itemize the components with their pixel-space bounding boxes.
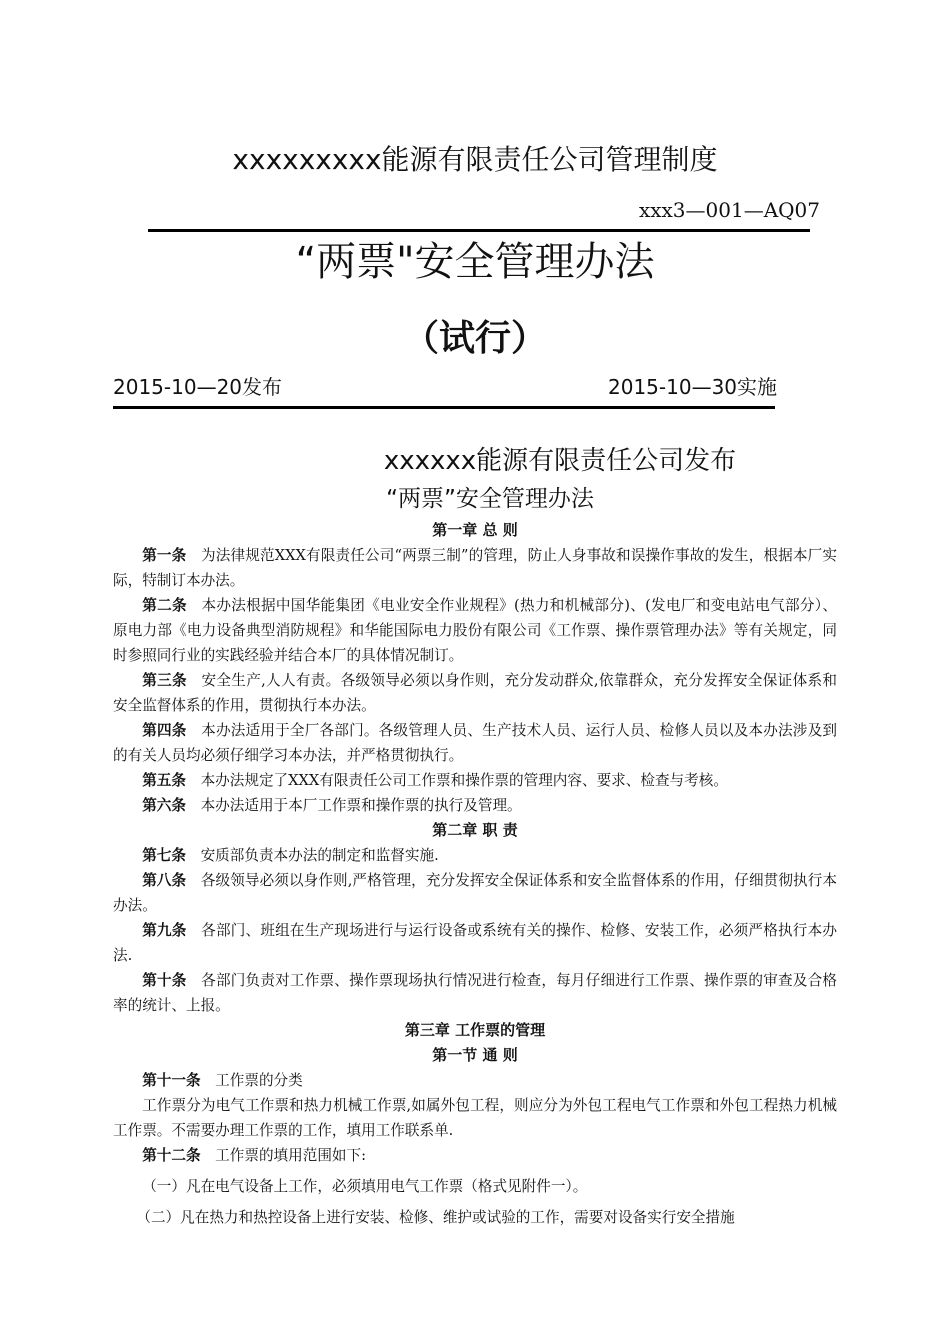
article-label: 第十一条 bbox=[142, 1072, 201, 1089]
article-label: 第三条 bbox=[142, 672, 187, 689]
article-label: 第五条 bbox=[142, 772, 186, 789]
article bbox=[113, 543, 837, 593]
section-heading: 第一节 通 则 bbox=[432, 1046, 518, 1064]
article-text: 本办法根据中国华能集团《电业安全作业规程》(热力和机械部分)、(发电厂和变电站电气部分）、原电力部《电力设备典型消防规程》和华能国际电力股份有限公司《工作票、操作票管理办法》等有关规定，同时参照同行业的实践经验并结合本厂的具体情况制订。 bbox=[113, 597, 837, 664]
article bbox=[113, 668, 837, 718]
document-body bbox=[113, 518, 837, 1230]
article-label: 第七条 bbox=[142, 847, 186, 864]
article-label: 第九条 bbox=[142, 922, 187, 939]
article-text: 安全生产,人人有责。各级领导必须以身作则，充分发动群众,依靠群众，充分发挥安全保证体系和安全监督体系的作用，贯彻执行本办法。 bbox=[113, 672, 837, 714]
effective-date: 2015-10—30实施 bbox=[608, 375, 778, 399]
article bbox=[113, 843, 837, 868]
article-text: 本办法适用于全厂各部门。各级管理人员、生产技术人员、运行人员、检修人员以及本办法涉及到的有关人员均必须仔细学习本办法，并严格贯彻执行。 bbox=[113, 722, 837, 764]
issuer-line: xxxxxx能源有限责任公司发布 bbox=[383, 446, 737, 476]
chapter-heading: 第二章 职 责 bbox=[432, 821, 518, 839]
article-label: 第二条 bbox=[142, 597, 187, 614]
trial-label: （试行） bbox=[402, 318, 547, 359]
article bbox=[113, 593, 837, 668]
article bbox=[113, 1068, 837, 1093]
article-text: 本办法适用于本厂工作票和操作票的执行及管理。 bbox=[200, 797, 522, 814]
article-text: 各部门、班组在生产现场进行与运行设备或系统有关的操作、检修、安装工作，必须严格执行本办法. bbox=[113, 922, 837, 964]
article-label: 第四条 bbox=[142, 722, 187, 739]
article-text: 工作票的分类 bbox=[215, 1072, 303, 1089]
article bbox=[113, 718, 837, 768]
date-rule bbox=[113, 406, 775, 409]
article-text: 各级领导必须以身作则,严格管理，充分发挥安全保证体系和安全监督体系的作用，仔细贯彻执行本办法。 bbox=[113, 872, 837, 914]
chapter-heading: 第三章 工作票的管理 bbox=[404, 1021, 546, 1039]
article bbox=[113, 868, 837, 918]
article bbox=[113, 968, 837, 1018]
article bbox=[113, 768, 837, 793]
article-text: 工作票的填用范围如下: bbox=[215, 1147, 367, 1164]
article-text: 本办法规定了XXX有限责任公司工作票和操作票的管理内容、要求、检查与考核。 bbox=[200, 772, 728, 789]
document-number: xxx3—001—AQ07 bbox=[638, 198, 820, 222]
article-text: 各部门负责对工作票、操作票现场执行情况进行检查，每月仔细进行工作票、操作票的审查及合格率的统计、上报。 bbox=[113, 972, 837, 1014]
article bbox=[113, 1143, 837, 1168]
publish-date: 2015-10—20发布 bbox=[113, 375, 283, 399]
article-text: 为法律规范XXX有限责任公司“两票三制”的管理，防止人身事故和误操作事故的发生，根据本厂实际，特制订本办法。 bbox=[113, 547, 837, 589]
article bbox=[113, 918, 837, 968]
article-label: 第十条 bbox=[142, 972, 187, 989]
article-label: 第十二条 bbox=[142, 1147, 201, 1164]
article-label: 第六条 bbox=[142, 797, 186, 814]
article-text: 安质部负责本办法的制定和监督实施. bbox=[200, 847, 439, 864]
paragraph: 工作票分为电气工作票和热力机械工作票,如属外包工程，则应分为外包工程电气工作票和外包工程热力机械工作票。不需要办理工作票的工作，填用工作联系单. bbox=[113, 1097, 837, 1139]
document-title: “两票"安全管理办法 bbox=[295, 239, 655, 285]
list-item: （二）凡在热力和热控设备上进行安装、检修、维护或试验的工作，需要对设备实行安全措施 bbox=[136, 1209, 735, 1226]
article-label: 第一条 bbox=[142, 547, 187, 564]
company-header: xxxxxxxxx能源有限责任公司管理制度 bbox=[232, 143, 718, 176]
chapter-heading: 第一章 总 则 bbox=[432, 521, 518, 539]
article bbox=[113, 793, 837, 818]
document-subtitle: “两票”安全管理办法 bbox=[386, 486, 594, 512]
article-label: 第八条 bbox=[142, 872, 187, 889]
list-item: （一）凡在电气设备上工作，必须填用电气工作票（格式见附件一）。 bbox=[142, 1178, 588, 1195]
